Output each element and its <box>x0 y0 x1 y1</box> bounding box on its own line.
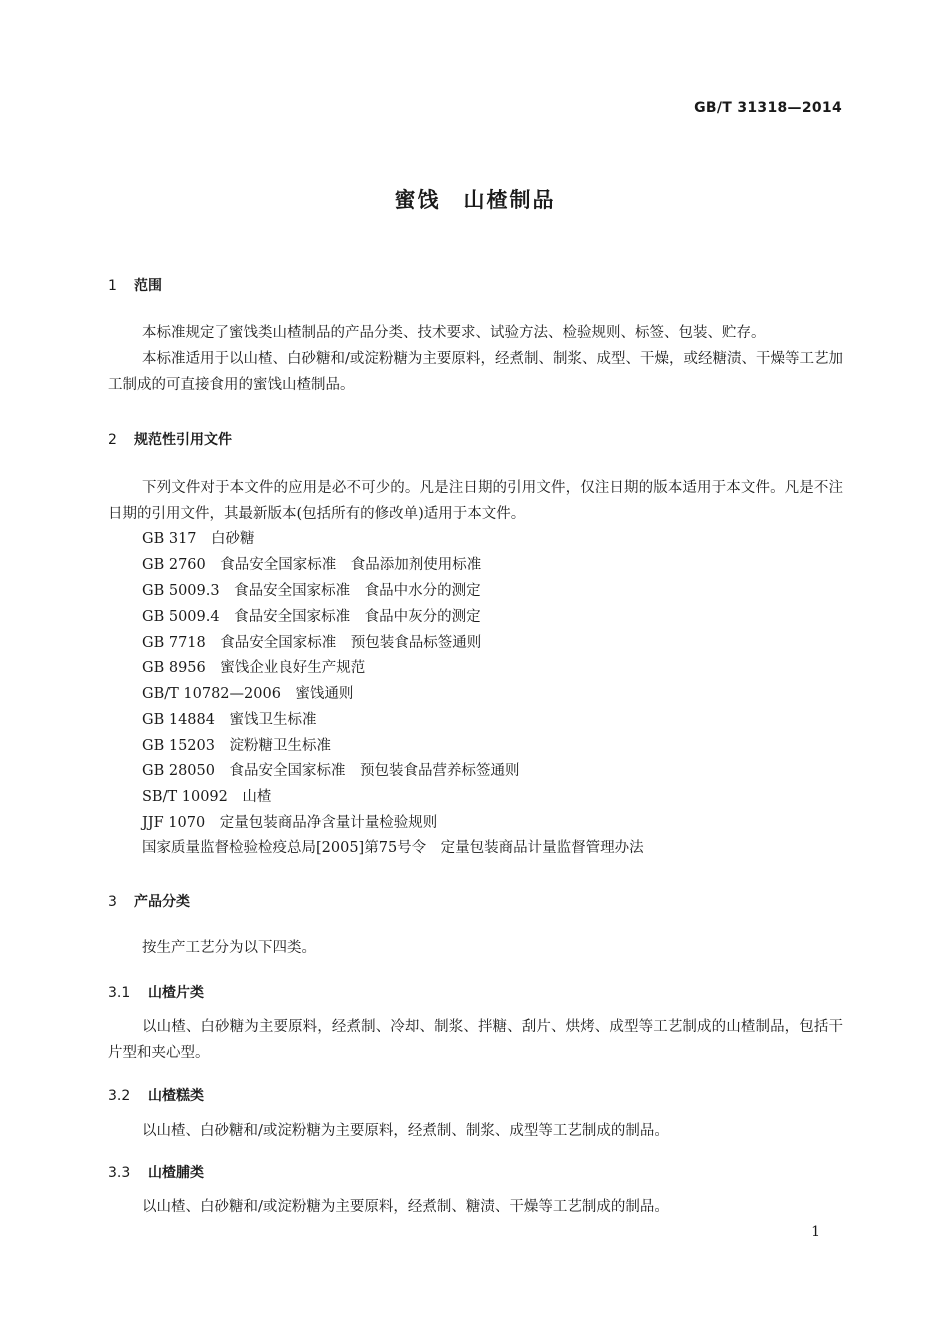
reference-item: GB/T 10782—2006 蜜饯通则 <box>142 686 354 702</box>
section-title: 范围 <box>134 278 162 294</box>
paragraph: 下列文件对于本文件的应用是必不可少的。凡是注日期的引用文件，仅注日期的版本适用于本文件。凡是不注日期的引用文件，其最新版本(包括所有的修改单)适用于本文件。 <box>108 480 843 522</box>
paragraph: 本标准适用于以山楂、白砂糖和/或淀粉糖为主要原料，经煮制、制浆、成型、干燥，或经糖渍、干燥等工艺加工制成的可直接食用的蜜饯山楂制品。 <box>108 351 843 393</box>
reference-item: GB 14884 蜜饯卫生标准 <box>142 712 317 728</box>
section-title: 产品分类 <box>134 894 190 910</box>
section-2-heading <box>108 429 232 449</box>
section-number: 1 <box>108 278 117 294</box>
subsection-number: 3.3 <box>108 1165 131 1181</box>
subsection-title: 山楂片类 <box>148 985 204 1001</box>
section-3-heading <box>108 891 190 911</box>
subsection-number: 3.1 <box>108 985 131 1001</box>
paragraph: 以山楂、白砂糖和/或淀粉糖为主要原料，经煮制、糖渍、干燥等工艺制成的制品。 <box>142 1199 669 1215</box>
subsection-title: 山楂糕类 <box>148 1088 204 1104</box>
subsection-3-3-heading <box>108 1162 204 1182</box>
reference-item: GB 7718 食品安全国家标准 预包装食品标签通则 <box>142 635 482 651</box>
reference-item: GB 8956 蜜饯企业良好生产规范 <box>142 660 366 676</box>
section-title: 规范性引用文件 <box>134 432 232 448</box>
section-number: 3 <box>108 894 117 910</box>
reference-item: GB 2760 食品安全国家标准 食品添加剂使用标准 <box>142 557 482 573</box>
page-number: 1 <box>811 1224 820 1240</box>
section-1-heading <box>108 275 162 295</box>
document-title: 蜜饯 山楂制品 <box>394 188 556 212</box>
paragraph: 按生产工艺分为以下四类。 <box>142 940 316 956</box>
reference-item: 国家质量监督检验检疫总局[2005]第75号令 定量包装商品计量监督管理办法 <box>142 840 644 856</box>
section-number: 2 <box>108 432 117 448</box>
standard-number: GB/T 31318—2014 <box>694 100 842 116</box>
reference-item: GB 5009.4 食品安全国家标准 食品中灰分的测定 <box>142 609 481 625</box>
reference-item: GB 28050 食品安全国家标准 预包装食品营养标签通则 <box>142 763 520 779</box>
reference-item: GB 15203 淀粉糖卫生标准 <box>142 738 331 754</box>
subsection-3-2-heading <box>108 1085 204 1105</box>
subsection-title: 山楂脯类 <box>148 1165 204 1181</box>
reference-item: SB/T 10092 山楂 <box>142 789 272 805</box>
paragraph: 以山楂、白砂糖为主要原料，经煮制、冷却、制浆、拌糖、刮片、烘烤、成型等工艺制成的山楂制品，包括干片型和夹心型。 <box>108 1019 843 1061</box>
reference-item: GB 5009.3 食品安全国家标准 食品中水分的测定 <box>142 583 481 599</box>
reference-item: GB 317 白砂糖 <box>142 531 255 547</box>
subsection-number: 3.2 <box>108 1088 131 1104</box>
reference-item: JJF 1070 定量包装商品净含量计量检验规则 <box>142 815 438 831</box>
paragraph: 本标准规定了蜜饯类山楂制品的产品分类、技术要求、试验方法、检验规则、标签、包装、贮存。 <box>142 325 766 341</box>
subsection-3-1-heading <box>108 982 204 1002</box>
paragraph: 以山楂、白砂糖和/或淀粉糖为主要原料，经煮制、制浆、成型等工艺制成的制品。 <box>142 1123 669 1139</box>
